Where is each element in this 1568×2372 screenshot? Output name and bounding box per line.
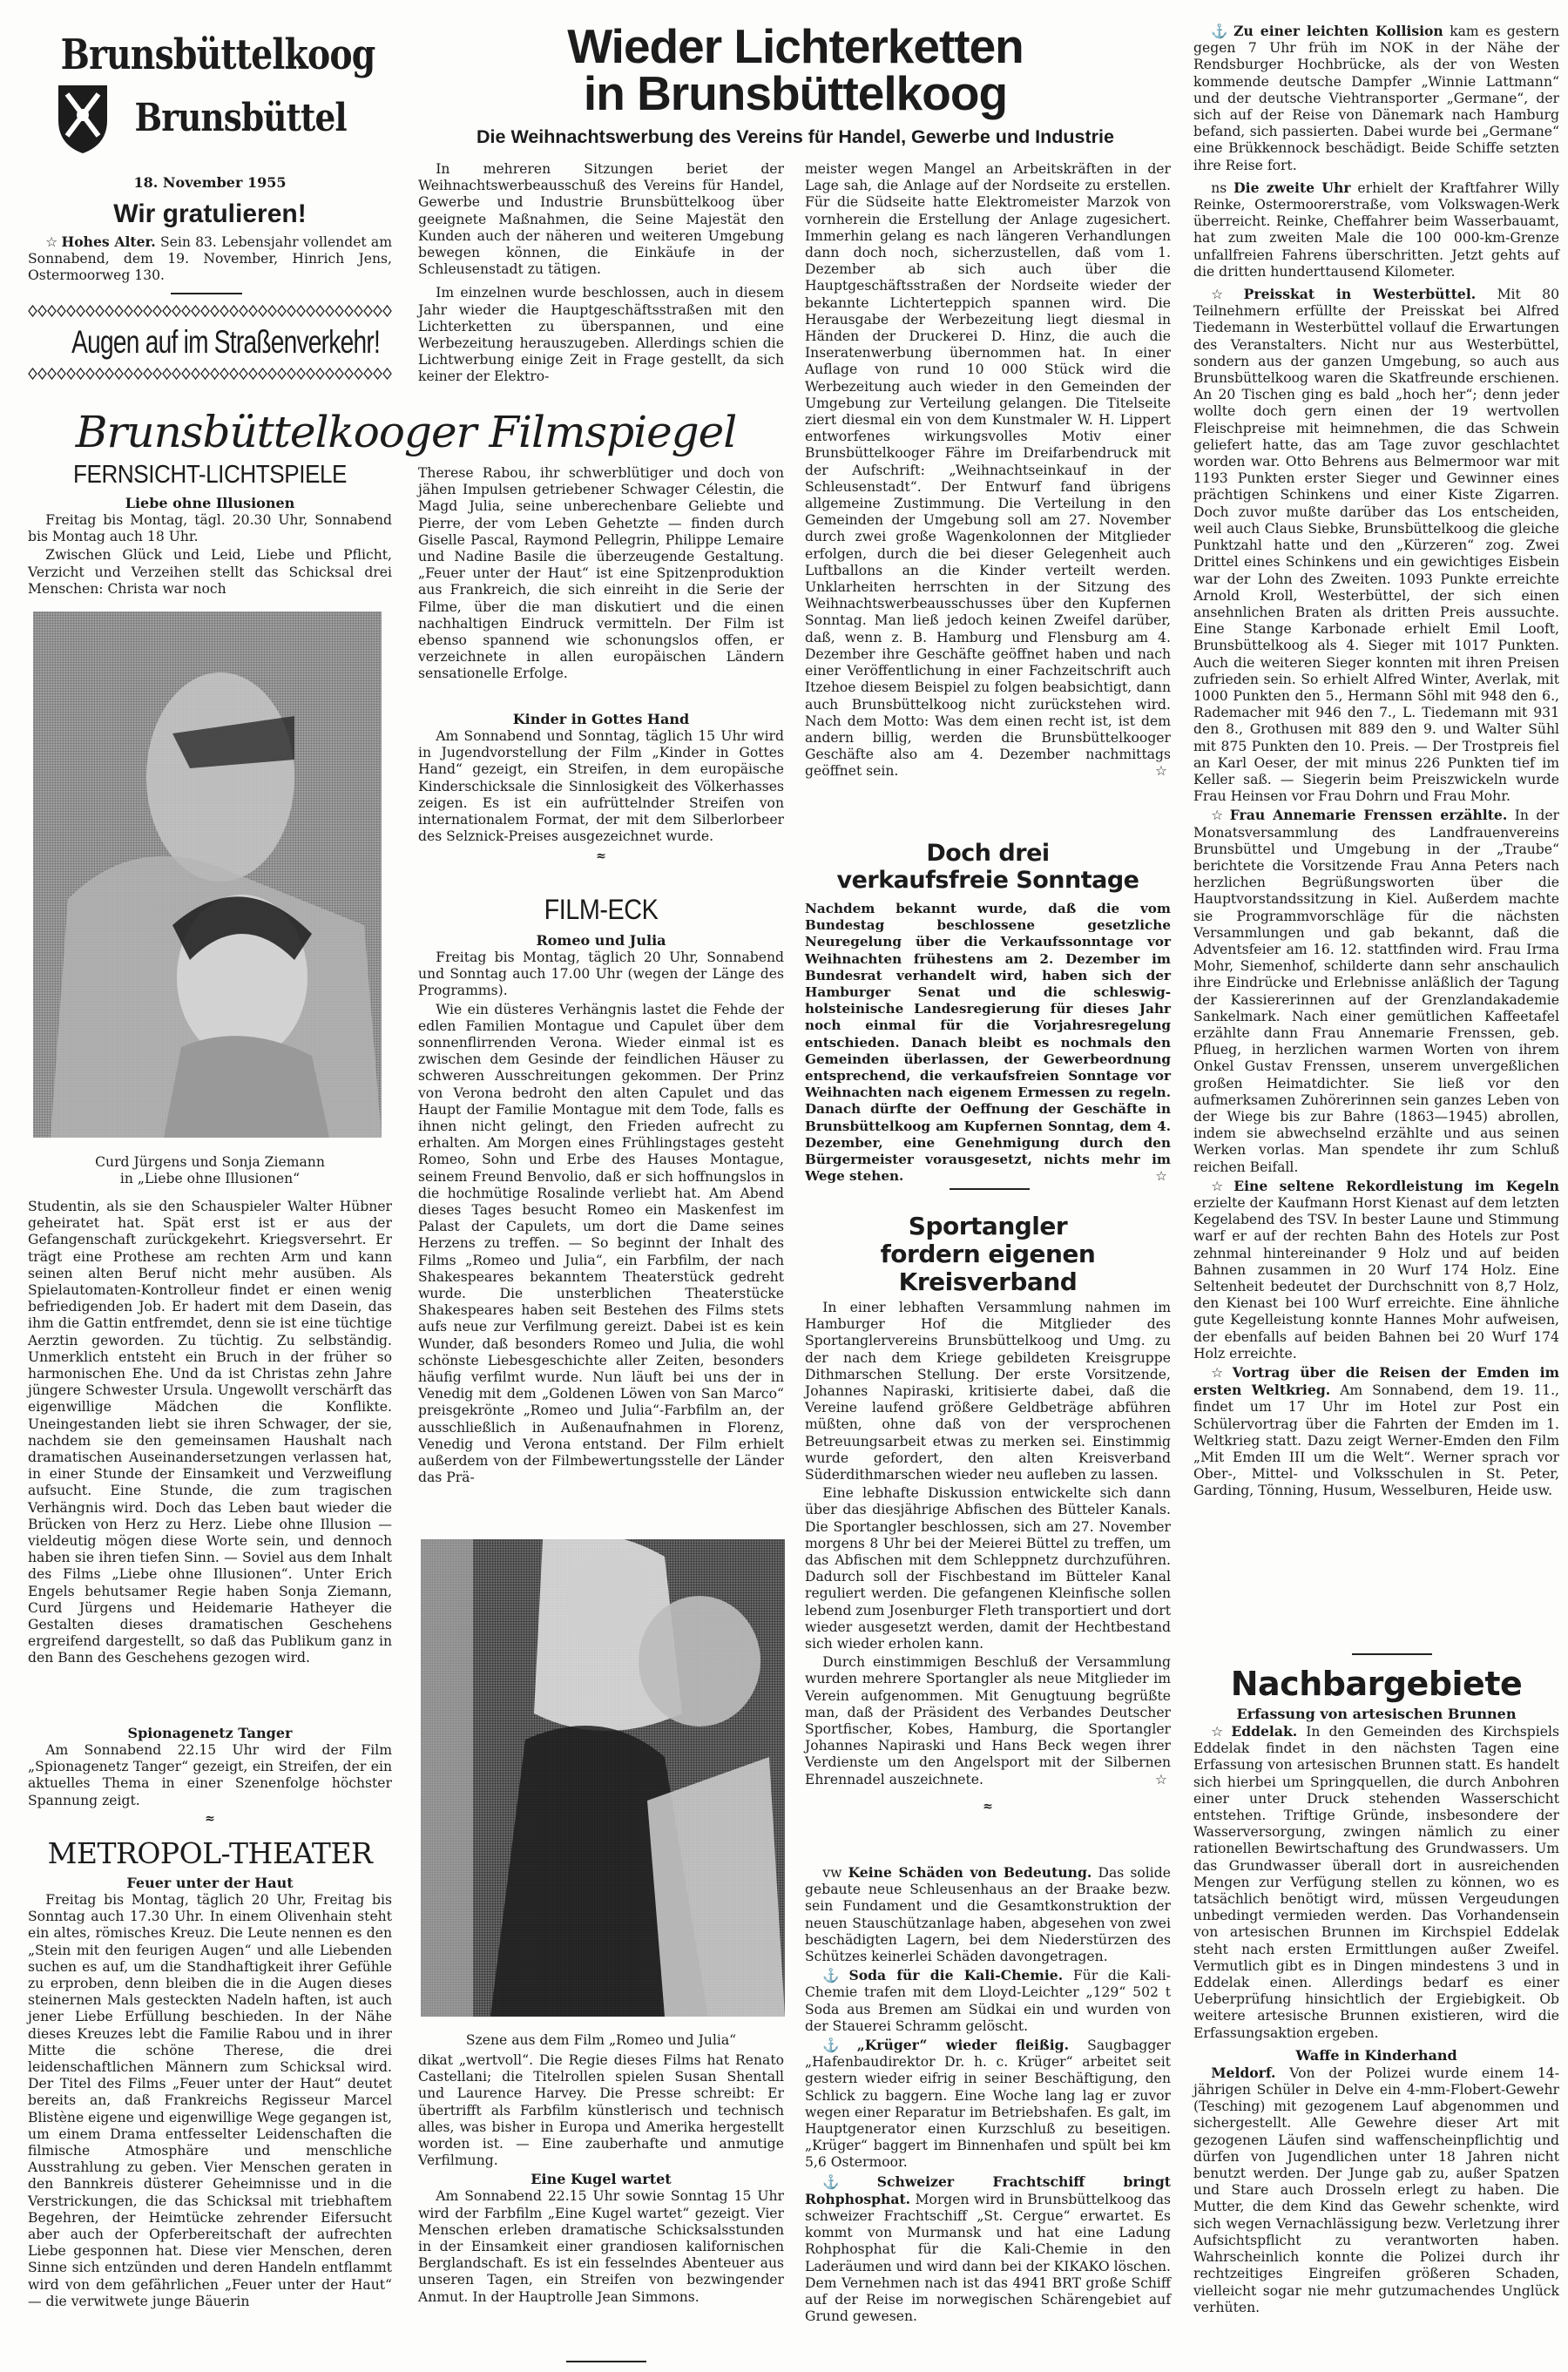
film-title: Spionagenetz Tanger [127,1725,293,1741]
photo-caption: Szene aus dem Film „Romeo und Julia“ [465,2032,737,2048]
local-news [1193,23,1559,1500]
article-title: Doch drei verkaufsfreie Sonntage [836,840,1139,894]
fernsicht-section: FERNSICHT-LICHTSPIELE Liebe ohne Illusionen Freitag bis Montag, tägl. 20.30 Uhr, Sonnabend bis Montag auch 18 Uhr. Zwischen Glück und Leid, Liebe und Pflicht, Verzicht und Verzeihen stellt das Schicksal drei Menschen: Christa war noch [28,461,392,597]
star-icon: ☆ [1155,763,1167,780]
star-icon: ☆ [1155,1771,1167,1787]
headline-title: Wieder Lichterketten in Brunsbüttelkoog [567,19,1024,120]
news-item: ☆ Vortrag über die Reisen der Emden im ersten Weltkrieg. Am Sonnabend, dem 19. 11., findet um 17 Uhr im Hotel zur Post ein Schülervortrag über die Fahrten der Emden im 1. Weltkrieg statt. Dazu zeigt Werner-Emden den Film „Mit Emden III um die Welt“. Werner sprach vor Ober-, Mittel- und Volksschulen in St. Peter, Garding, Tönning, Husum, Wesselburen, Heide usw. [1193,1364,1560,1499]
fernsicht-body-cont: Studentin, als sie den Schauspieler Walter Hübner geheiratet hat. Spät erst ist er aus der Gefangenschaft zurückgekehrt. Kriegsversehrt. Er trägt eine Prothese am rechten Arm und kann seinen alten Beruf nicht mehr ausüben. Als Spielautomaten-Kontrolleur findet er einen wenig befriedigenden Job. Er hadert mit dem Dasein, das ihm die Gattin entfremdet, denn sie ist eine tüchtige Aerztin geworden. Zu tüchtig. Zu selbständig. Unmerklich entsteht ein Bruch in der früher so harmonischen Ehe. Und da ist Christas zehn Jahre jüngere Schwester Ursula. Ungewollt verschärft das eigenwillige Mädchen die Konflikte. Uneingestanden liebt sie ihren Schwager, der sie, nachdem sie den gemeinsamen Haushalt nach dramatischen Auseinandersetzungen verlassen hat, in einer Stunde der Einsamkeit und Verzweiflung aufsucht. Eine Stunde, die zum tragischen Verhängnis wird. Doch das Leben baut wieder die Brücken von Herz zu Herz. Liebe ohne Illusion — vieldeutig mögen diese Worte sein, und dennoch haben sie ihren tiefen Sinn. — Soviel aus dem Inhalt des Films „Liebe ohne Illusionen“. Unter Erich Engels behutsamer Regie haben Sonja Ziemann, Curd Jürgens und Heidemarie Hatheyer die Gestalten dieses dramatischen Geschehens ergreifend dargestellt, so daß das Publikum ganz in den Bann des Geschehens gezogen wird. [28,1199,392,1666]
news-item: ⚓ Schweizer Frachtschiff bringt Rohphosphat. Morgen wird in Brunsbüttelkoog das schweizer Frachtschiff „St. Cergue“ erwartet. Es kommt von Murmansk und hat eine Ladung Rohphosphat für die Kali-Chemie in den Laderäumen und wird dann bei der KIKAKO löschen. Dem Vernehmen nach ist das 4941 BRT große Schiff auf der Reise im norwegischen Schärengebiet auf Grund gewesen. [805,2173,1172,2325]
masthead-logo [28,28,392,174]
divider [171,293,242,294]
headline-subtitle: Die Weihnachtswerbung des Vereins für Handel, Gewerbe und Industrie [476,126,1114,147]
cinema-heading: METROPOL-THEATER [47,1836,373,1870]
news-item: ☆ Eddelak. In den Gemeinden des Kirchspiels Eddelak findet in den nächsten Tagen eine Erfassung von artesischen Brunnen statt. Es handelt sich hierbei um Springquellen, die durch Anbohren einer unter Druck stehenden Wasserschicht entstehen. Triftige Gründe, insbesondere der Wasserversorgung, zwingen nämlich zu einer rationellen Bewirtschaftung des Grundwassers. Um das Grundwasser überall dort in ausreichenden Mengen zur Verfügung stellen zu können, wo es tatsächlich benötigt wird, müssen Vergeudungen unbedingt vermieden werden. Das Vorhandensein von artesischen Brunnen im Kirchspiel Eddelak steht nach ersten Ermittlungen außer Zweifel. Vermutlich gibt es in Dingen mindestens 3 und in Eddelak einen. Allerdings bedarf es einer Ueberprüfung hinsichtlich der Ergiebigkeit. Ob weitere artesische Brunnen existieren, wird die Erfassungsaktion ergeben. [1193,1723,1559,2041]
film-photo-romeo-und-julia [421,1539,785,2017]
news-item: vw Keine Schäden von Bedeutung. Das solide gebaute neue Schleusenhaus an der Braake bezw. sein Fundament und die Gesamtkonstruktion der neuen Stauschützanlage haben, abgesehen von zwei beschädigten Lagern, bei dem Niederstürzen des Schützes keinerlei Schäden davongetragen. [805,1864,1171,1965]
cinema-heading: FILM-ECK [544,894,659,925]
nachbargebiete-section [1193,1664,1559,2316]
cinema-heading: FERNSICHT-LICHTSPIELE [73,461,347,489]
photo-caption: Curd Jürgens und Sonja Ziemann in „Liebe ohne Illusionen“ [95,1154,325,1186]
star-icon: ☆ [1211,1724,1228,1740]
article-title: Waffe in Kinderhand [1295,2046,1457,2064]
news-item: ☆ Frau Annemarie Frenssen erzählte. In der Monatsversammlung des Landfrauenvereins Brunsbüttel und Umgebung in der „Traube“ berichtete die Vorsitzende Frau Anna Peters nach herzlichen Begrüßungsworten über die Hauptvorstandssitzung in Kiel. Außerdem machte sie Programmvorschläge für die nächsten Versammlungen und gab bekannt, daß die Adventsfeier am 16. 12. stattfinden wird. Frau Irma Mohr, Siemenhof, schilderte dann sehr anschaulich ihre Eindrücke und Erlebnisse anläßlich der Tagung der Kassiererinnen auf der Grenzlandakademie Sankelmark. Nach einer gemütlichen Kaffeetafel erzählte dann Frau Annemarie Frenssen, geb. Pflueg, in herzlichen warmen Worten von ihrem Onkel Gustav Frenssen, unserem unvergeßlichen großen Heimatdichter. Sie ließ vor den aufmerksamen Zuhörerinnen sein ganzes Leben von der Wiege bis zur Bahre (1863—1945) abrollen, indem sie abwechselnd erzählte und aus seinen Werken vorlas. Man spendete ihr zum Schluß reichen Beifall. [1193,807,1560,1175]
wave-divider-icon: ≈ [596,849,606,864]
news-item: ⚓ Soda für die Kali-Chemie. Für die Kali-Chemie trafen mit dem Lloyd-Leichter „129“ 502 t Soda aus Bremen am Südkai ein und wurden von der Stauerei Schramm gelöscht. [805,1967,1171,2034]
headline-body-col1: In mehreren Sitzungen beriet der Weihnachtswerbeausschuß des Vereins für Handel, Gewerbe und Industrie Brunsbüttelkoog über geeignete Maßnahmen, die Seine Majestät den Kunden auch der näheren und weiteren Umgebung bewegen können, die Einkäufe in der Schleusenstadt zu tätigen. Im einzelnen wurde beschlossen, auch in diesem Jahr wieder die Hauptgeschäftsstraßen mit den Lichterketten zu überspannen, und eine Werbezeitung herauszugeben. Allerdings schien die Lichtwerbung einige Zeit in Frage gestellt, da sich keiner der Elektro- [418,161,784,385]
kinder-section: Kinder in Gottes Hand Am Sonnabend und Sonntag, täglich 15 Uhr wird in Jugendvorstellung der Film „Kinder in Gottes Hand“ gezeigt, ein Streifen, in dem europäische Kinderschicksale die Sinnlosigkeit des Völkerhasses zeigen. Es ist ein aufrüttelnder Streifen von internationalem Format, der mit dem Silberlorbeer des Selznick-Preises ausgezeichnet wurde. ≈ [418,711,784,864]
film-title: Liebe ohne Illusionen [125,495,295,511]
star-icon: ☆ [45,234,58,250]
star-icon: ☆ [1211,287,1240,303]
coat-of-arms-icon [55,82,111,155]
diamond-border [28,368,392,380]
anchor-icon: ⚓ [1211,24,1231,39]
anchor-icon: ⚓ [822,1968,846,1984]
news-item: ⚓ „Krüger“ wieder fleißig. Saugbagger „Hafenbaudirektor Dr. h. c. Krüger“ arbeitet seit gestern wieder eifrig in seiner Beschäftigung, den Schlick zu baggern. Eine Woche lang lag er zuvor wegen einer Reparatur im Betriebshafen. Es galt, im Hauptgenerator einen Kurzschluß zu beseitigen. „Krüger“ baggert im Binnenhafen und spült bei km 5,6 Ostermoor. [805,2037,1171,2171]
anchor-icon: ⚓ [822,2037,854,2054]
metropol-section: METROPOL-THEATER Feuer unter der Haut Freitag bis Montag, täglich 20 Uhr, Freitag bis Sonntag auch 17.30 Uhr. In einem Olivenhain steht ein altes, römisches Kreuz. Die Leute nennen es den „Stein mit den feurigen Augen“ und alle Liebenden suchen es auf, um die Standhaftigkeit ihrer Gefühle zu erproben, denn bleiben die in die Augen dieses steinernen Mals gesteckten Nadeln haften, ist auch jener Liebe Erfüllung beschieden. In der Nähe dieses Kreuzes lebt die Familie Rabou und in ihrer Mitte die schöne Therese, die drei leidenschaftlichen Männern zum Schicksal wird. Der Titel des Films „Feuer unter der Haut“ deutet bereits an, daß Frankreichs Regisseur Marcel Blistène eigene und eigenwillige Wege gegangen ist, um einem Drama entfesselter Leidenschaften die filmische Atmosphäre und menschliche Ausstrahlung zu geben. Vier Menschen geraten in den Bannkreis düsterer Geheimnisse und in die Verstrickungen, die das Schicksal mit triebhaftem Begehren, der Heimtücke zehrender Eifersucht aber auch der Opferbereitschaft der aufrechten Liebe gesponnen hat. Diese vier Menschen, deren Sinne sich entzünden und deren Handeln entflammt wird von dem gefährlichen „Feuer unter der Haut“ — die verwitwete junge Bäuerin [28,1836,392,2309]
gratulation-item: ☆ Hohes Alter. Sein 83. Lebensjahr vollendet am Sonnabend, dem 19. November, Hinrich Jens, Ostermoorweg 130. [28,233,392,284]
diamond-border [28,305,392,317]
sonntage-article: Doch drei verkaufsfreie Sonntage Nachdem bekannt wurde, daß die vom Bundestag beschlossene gesetzliche Neuregelung über die Verkaufssonntage vor Weihnachten frühestens am 2. Dezember im Bundesrat verhandelt wird, haben sich der Hamburger Senat und die schleswig-holsteinische Landesregierung für dieses Jahr noch einmal für die Vorjahresregelung entschieden. Danach bleibt es nochmals den Gemeinden überlassen, der Gewerbeordnung entsprechend, die verkaufsfreien Sonntage vor Weihnachten nach eigenem Ermessen zu regeln. Danach dürfte der Oeffnung der Geschäfte in Brunsbüttelkoog am Kupfernen Sonntag, dem 4. Dezember, eine Genehmigung durch den Bürgermeister vorausgesetzt, nichts mehr im Wege stehen. ☆ [805,840,1171,1185]
filmspiegel-title: Brunsbüttelkooger Filmspiegel [75,407,737,457]
wave-divider-icon: ≈ [983,1799,993,1814]
section-heading: Nachbargebiete [1230,1665,1523,1703]
anchor-icon: ⚓ [822,2173,874,2190]
issue-date: 18. November 1955 [133,174,287,191]
divider [566,2361,646,2362]
harbor-news [805,1864,1171,2325]
metropol-body-cont: Therese Rabou, ihr schwerblütiger und doch von jähen Impulsen getriebener Schwager Célestin, die Magd Julia, seine unberechenbare Geliebte und Pierre, der vom Leben Gehetzte — finden durch Giselle Pascal, Raymond Pellegrin, Philippe Lemaire und Nadine Basile die überzeugende Gestaltung. „Feuer unter der Haut“ ist eine Spitzenproduktion aus Frankreich, die sich einreiht in die Serie der Filme, über die man diskutiert und die einen nachhaltigen Eindruck vermitteln. Der Film ist ebenso spannend wie schonungslos offen, er verzeichnete in allen europäischen Ländern sensationelle Erfolge. [418,465,784,682]
sportangler-article: Sportangler fordern eigenen Kreisverband In einer lebhaften Versammlung nahmen im Hamburger Hof die Mitglieder des Sportanglervereins Brunsbüttelkoog und Umg. zu der nach dem Kriege gebildeten Kreisgruppe Dithmarschen Stellung. Der erste Vorsitzende, Johannes Napiraski, kritisierte dabei, daß die Vereine laufend größere Geldbeträge abführen müßten, ohne daß von der versprochenen Betreuungsarbeit etwas zu merken sei. Einstimmig wurde gefordert, den alten Kreisverband Süderdithmarschen wieder neu aufleben zu lassen. Eine lebhafte Diskussion entwickelte sich dann über das diesjährige Abfischen des Bütteler Kanals. Die Sportangler beschlossen, sich am 27. November morgens 8 Uhr bei der Meierei Büttel zu treffen, um das Abfischen mit dem Schleppnetz durchzuführen. Dadurch soll der Fischbestand im Bütteler Kanal reguliert werden. Die gefangenen Kleinfische sollen lebend zum Josenburger Fleth transportiert und dort wieder ausgesetzt werden, damit der Hechtbestand sich wieder erholen kann. Durch einstimmigen Beschluß der Versammlung wurden mehrere Sportangler als neue Mitglieder im Verein aufgenommen. Mit Genugtuung begrüßte man, daß der Präsident des Verbandes Deutscher Sportfischer, Kobes, Hamburg, die Sportangler Johannes Napiraski und Hans Beck wegen ihrer Verdienste um den Angelsport mit der Silbernen Ehrennadel auszeichnete. ☆ ≈ [805,1212,1171,1814]
star-icon: ☆ [1211,1178,1231,1194]
wave-divider-icon: ≈ [205,1811,215,1826]
divider [1352,1653,1432,1655]
article-title: Erfassung von artesischen Brunnen [1236,1706,1517,1722]
film-title: Eine Kugel wartet [531,2171,672,2188]
filmeck-body-cont: dikat „wertvoll“. Die Regie dieses Films hat Renato Castellani; die Titelrollen spielen Susan Shentall und Laurence Harvey. Die Presse schreibt: Er übertrifft als Farbfilm künstlerisch und technisch alles, was bisher in Europa und Amerika hergestellt worden ist. — Eine zauberhafte und anmutige Verfilmung. Eine Kugel wartet Am Sonnabend 22.15 Uhr sowie Sonntag 15 Uhr wird der Farbfilm „Eine Kugel wartet“ gezeigt. Vier Menschen erleben dramatische Schicksalsstunden in der Einsamkeit einer grandiosen kalifornischen Berglandschaft. Es ist ein fesselndes Abenteuer aus unseren Tagen, ein Streifen von bezwingender Anmut. In der Hauptrolle Jean Simmons. [418,2052,784,2305]
news-item: ☆ Preisskat in Westerbüttel. Mit 80 Teilnehmern erfüllte der Preisskat bei Alfred Tiedemann in Westerbüttel vollauf die Erwartungen des Veranstalters. Nicht nur aus Westerbüttel, sondern aus der ganzen Umgebung, so auch aus Brunsbüttelkoog waren die Skatfreunde erschienen. An 20 Tischen ging es bald „hoch her“; denn jeder wollte doch gern einen der 19 wertvollen Fleischpreise mit heimnehmen, die das Schwein geliefert hatte, das am Tage zuvor geschlachtet worden war. Otto Behrens aus Belmermoor war mit 1193 Punkten erster Sieger und Gewinner eines prächtigen Schinkens und einer Kiste Zigarren. Doch zuvor mußte darüber das Los entscheiden, weil auch Claus Siebke, Brunsbüttelkoog die gleiche Punktzahl hatte und den „Kürzeren“ zog. Zwei Drittel eines Schinkens und ein gewichtiges Eisbein war der Lohn des Zweiten. 1093 Punkte erreichte Arnold Kroll, Westerbüttel, der sich einen ansehnlichen Braten als dritten Preis aussuchte. Eine Stange Karbonade erhielt Emil Looft, Brunsbüttelkoog als 4. Sieger mit 1017 Punkten. Auch die weiteren Sieger konnten mit ihren Preisen zufrieden sein. So erhielt Alfred Winter, Averlak, mit 1000 Punkten den 5., Hermann Söhl mit 948 den 6., Rademacher mit 946 den 7., L. Tiedemann mit 931 den 8., Grothusen mit 889 den 9. und Walter Sühl mit 875 Punkten den 10. Preis. — Der Trostpreis fiel an Karl Oeser, der mit minus 226 Punkten tief im Keller saß. — Siegerin beim Preiszwickeln wurde Frau Heinsen vor Frau Dohrn und Frau Mohr. [1193,286,1559,805]
article-title: Sportangler fordern eigenen Kreisverband [880,1212,1096,1296]
headline-body-col2: meister wegen Mangel an Arbeitskräften in der Lage sah, die Anlage auf der Nordseite zu erstellen. Für die Südseite hatte Elektromeister Marzok von vornherein die Erstellung der Anlage zugesichert. Immerhin gelang es nach längeren Verhandlungen dann doch noch, sicherzustellen, daß vom 1. Dezember ab sich auch über die Hauptgeschäftsstraßen der Nordseite wieder der bekannte Lichterteppich spannen wird. Die Herausgabe der Werbezeitung liegt diesmal in Händen der Druckerei D. Hinz, die auch die Inseratenwerbung übernommen hat. In einer Auflage von rund 10 000 Stück wird die Werbezeitung auch wieder in den Gemeinden der Umgebung zur Verteilung gelangen. Die Titelseite ziert diesmal ein von dem Kunstmaler W. H. Lippert entworfenes wirkungsvolles Motiv einer Brunsbüttelkooger Fähre im Dreifarbendruck mit der Aufschrift: „Weihnachtseinkauf in der Schleusenstadt“. Der Entwurf fand übrigens allgemeine Zustimmung. Die Verteilung in den Gemeinden der Umgebung soll am 27. November durch zwei große Wagenkolonnen der Mitglieder erfolgen, durch die bei dieser Gelegenheit auch Luftballons an die Kinder verteilt werden. Unklarheiten herrschten in der Sitzung des Weihnachtswerbeausschusses über den Kupfernen Sonntag. Man ließ jedoch keinen Zweifel darüber, daß, wenn z. B. Hamburg und Flensburg am 4. Dezember ihre Geschäfte geöffnet haben und nach einer Veröffentlichung in einer Fachzeitschrift auch Itzehoe diesem Beispiel zu folgen beabsichtigt, dann auch Brunsbüttelkoog nicht zurückstehen wird. Nach dem Motto: Was dem einen recht ist, ist dem andern billig, werden die Brunsbüttelkooger Geschäfte also am 4. Dezember nachmittags geöffnet sein. ☆ [805,161,1171,780]
film-photo-liebe-ohne-illusionen [33,612,382,1138]
spionagenetz-section: Spionagenetz Tanger Am Sonnabend 22.15 Uhr wird der Film „Spionagenetz Tanger“ gezeigt, ein Streifen, der ein aktuelles Thema in einer Szenenfolge höchster Spannung zeigt. ≈ [28,1725,392,1826]
divider [950,1188,1030,1190]
star-icon: ☆ [1211,1365,1229,1382]
gratulation-heading: Wir gratulieren! [113,199,307,228]
news-item: ☆ Eine seltene Rekordleistung im Kegeln erzielte der Kaufmann Horst Kienast auf dem letzten Kegelabend des TSV. In bester Laune und Stimmung warf er auf der rechten Bahn des Hotels zur Post zehnmal hintereinander 9 Holz und auf beiden Bahnen zusammen in 20 Wurf 174 Holz. Eine Seltenheit bedeutet der Durchschnitt von 8,7 Holz, den Kienast bei 100 Wurf erreichte. Eine ähnliche gute Kegelleistung konnte Hannes Mohr aufweisen, der ebenfalls auf beiden Bahnen bei 20 Wurf 174 Holz erreichte. [1193,1177,1559,1362]
filmeck-section: FILM-ECK Romeo und Julia Freitag bis Montag, täglich 20 Uhr, Sonnabend und Sonntag auch 17.00 Uhr (wegen der Länge des Programms). Wie ein düsteres Verhängnis lastet die Fehde der edlen Familien Montague und Capulet über dem sonnenflirrenden Verona. Wieder einmal ist es zwischen dem Gesinde der feindlichen Häuser zu schweren Ausschreitungen gekommen. Der Prinz von Verona bedroht den alten Capulet und das Haupt der Familie Montague mit dem Tode, falls es ihnen nicht gelingt, den Frieden aufrecht zu erhalten. Am Morgen eines Frühlingstages gesteht Romeo, Sohn und Erbe des Hauses Montague, seinem Freund Benvolio, daß er sich hoffnungslos in die hochmütige Rosalinde verliebt hat. Am Abend dieses Tages besucht Romeo ein Maskenfest im Palast der Capulets, um dort die Dame seines Herzens zu treffen. — So beginnt der Inhalt des Films „Romeo und Julia“, ein Farbfilm, der nach Shakespeares bekanntem Theaterstück gedreht wurde. Die unsterblichen Theaterstücke Shakespeares haben seit Bestehen des Films stets aufs neue zur Verfilmung gereizt. Dabei ist es kein Wunder, daß besonders Romeo und Julia, die wohl schönste Liebesgeschichte aller Zeiten, besonders häufig verfilmt wurde. Nun läuft bei uns der in Venedig mit dem „Goldenen Löwen von San Marco“ preisgekrönte „Romeo und Julia“-Farbfilm an, der ausschließlich in Außenaufnahmen in Florenz, Venedig und Verona entstand. Der Film erhielt außerdem von der Filmbewertungsstelle der Länder das Prä- [418,894,784,1486]
film-title: Feuer unter der Haut [126,1875,294,1891]
traffic-slogan: Augen auf im Straßenverkehr! [71,324,380,360]
news-item: ⚓ Zu einer leichten Kollision kam es gestern gegen 7 Uhr früh im NOK in der Nähe der Rendsburger Hochbrücke, als der von Westen kommende deutsche Dampfer „Winnie Lattmann“ und der deutsche Viehtransporter „Germane“, der sich auf der Reise von Dänemark nach Hamburg befand, sich passierten. Dabei wurde bei „Germane“ eine Brükkennock beschädigt. Beide Schiffe setzten ihre Reise fort. [1193,23,1559,173]
star-icon: ☆ [1155,1168,1167,1185]
logo-line-2: Brunsbüttel [134,96,347,140]
news-item: ns Die zweite Uhr erhielt der Kraftfahrer Willy Reinke, Ostermoorerstraße, vom Volkswagen-Werk überreicht. Reinke, Cheffahrer beim Wasserbauamt, hat zum zweiten Male die 100 000-km-Grenze unfallfreien Fahrens überschritten. Jetzt gehts auf die dritten hunderttausend Kilometer. [1193,179,1559,280]
news-item: Meldorf. Von der Polizei wurde einem 14-jährigen Schüler in Delve ein 4-mm-Flobert-Gewehr (Tesching) mit gezogenem Lauf abgenommen und sichergestellt. Alle Gewehre dieser Art mit gezogenen Läufen sind waffenscheinpflichtig und dürfen von Jugendlichen unter 18 Jahren nicht benutzt werden. Der Junge gab zu, außer Spatzen und Stare auch Drosseln erlegt zu haben. Die Mutter, die dem Kind das Gewehr schenkte, wird sich wegen Vernachlässigung bezw. Verletzung ihrer Aufsichtspflicht zu verantworten haben. Wahrscheinlich konnte die Polizei durch ihr rechtzeitiges Eingreifen größeren Schaden, vielleicht sogar nie mehr gutzumachendes Unglück verhüten. [1193,2064,1559,2315]
film-title: Kinder in Gottes Hand [512,711,690,727]
film-title: Romeo und Julia [536,932,666,949]
logo-line-1: Brunsbüttelkoog [60,30,375,79]
star-icon: ☆ [1211,808,1227,824]
